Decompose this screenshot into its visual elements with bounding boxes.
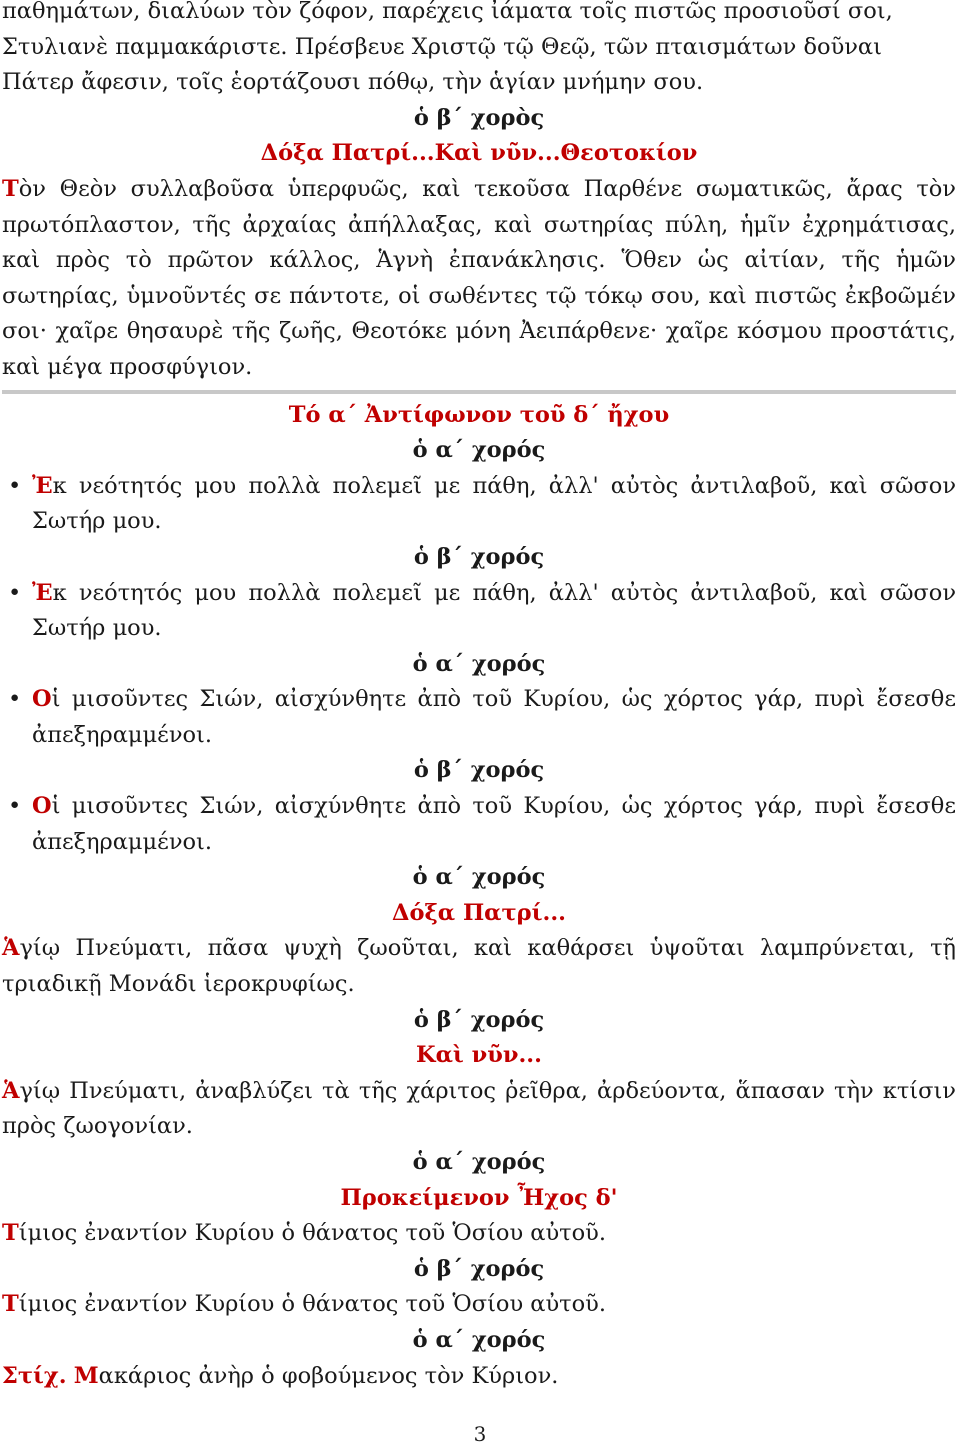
verse-text: ἱ μισοῦντες Σιών, αἰσχύνθητε ἀπὸ τοῦ Κυρίου, ὡς χόρτος γάρ, πυρὶ ἔσεσθε ἀπεξηραμμένοι. [32, 686, 956, 748]
choir-heading: ὁ β΄ χορός [413, 543, 545, 570]
theotokion-text: ὸν Θεὸν συλλαβοῦσα ὑπερφυῶς, καὶ τεκοῦσα Παρθένε σωματικῶς, ἄρας τὸν πρωτόπλαστον, τῆς ἀρχαίας ἀπήλλαξας, καὶ σωτηρίας πύλη, ἡμῖν ἐχρημάτισας, καὶ πρὸς τὸ πρῶτον κάλλος, Ἁγνὴ ἐπανάκλησις. Ὅθεν ὡς αἰτίαν, τῆς ἡμῶν σωτηρίας, ὑμνοῦντές σε πάντοτε, οἱ σωθέντες τῷ τόκῳ σου, καὶ πιστῶς ἐκβοῶμέν σοι· χαῖρε θησαυρὲ τῆς ζωῆς, Θεοτόκε μόνη Ἀειπάρθενε· χαῖρε κόσμου προστάτις, καὶ μέγα προσφύγιον. [2, 175, 956, 380]
drop-initial: Ο [32, 793, 52, 820]
drop-initial: Ἁ [2, 935, 20, 962]
verse-text: κ νεότητός μου πολλὰ πολεμεῖ με πάθη, ἀλλ' αὐτὸς ἀντιλαβοῦ, καὶ σῶσον Σωτήρ μου. [32, 579, 956, 642]
verse-text: γίῳ Πνεύματι, πᾶσα ψυχὴ ζωοῦται, καὶ καθάρσει ὑψοῦται λαμπρύνεται, τῇ τριαδικῇ Μονάδι ἱεροκρυφίως. [2, 935, 956, 998]
verse-text: ἱ μισοῦντες Σιών, αἰσχύνθητε ἀπὸ τοῦ Κυρίου, ὡς χόρτος γάρ, πυρὶ ἔσεσθε ἀπεξηραμμένοι. [32, 793, 956, 855]
drop-initial: Ἐ [32, 472, 53, 499]
intro-line-1: παθημάτων, διαλύων τὸν ζόφον, παρέχεις ἰάματα τοῖς πιστῶς προσιοῦσί σοι, [2, 0, 893, 24]
intro-line-3: Πάτερ ἄφεσιν, τοῖς ἑορτάζουσι πόθῳ, τὴν ἁγίαν μνήμην σου. [2, 69, 704, 96]
verse-item [2, 789, 956, 860]
bullet-icon: • [8, 686, 22, 713]
choir-heading: ὁ β΄ χορός [413, 1255, 545, 1282]
drop-initial: Ἐ [32, 579, 53, 606]
antiphon-title: Τό α΄ Ἀντίφωνον τοῦ δ΄ ἤχου [288, 401, 670, 428]
drop-initial: Τ [2, 175, 19, 202]
doxa-verse [2, 931, 956, 1002]
choir-heading: ὁ α΄ χορός [412, 650, 546, 677]
section-divider [2, 390, 956, 394]
verse-text: ίμιος ἐναντίον Κυρίου ὁ θάνατος τοῦ Ὁσίου αὐτοῦ. [18, 1220, 606, 1247]
choir-heading: ὁ α΄ χορός [412, 1326, 546, 1353]
drop-initial: Ο [32, 686, 52, 713]
kai-nyn-verse [2, 1074, 956, 1145]
verse-text: ίμιος ἐναντίον Κυρίου ὁ θάνατος τοῦ Ὁσίου αὐτοῦ. [18, 1291, 606, 1318]
intro-text [2, 0, 956, 101]
bullet-icon: • [8, 793, 22, 820]
choir-heading: ὁ β΄ χορὸς [413, 104, 545, 131]
drop-initial: Τ [2, 1291, 19, 1318]
bullet-icon: • [8, 472, 22, 499]
page-number: 3 [473, 1422, 487, 1446]
doxa-kai-nyn-heading: Δόξα Πατρί...Καὶ νῦν...Θεοτοκίον [260, 140, 698, 167]
drop-initial: Τ [2, 1220, 19, 1247]
theotokion-paragraph [2, 172, 956, 386]
choir-heading: ὁ β΄ χορός [413, 1006, 545, 1033]
doxa-heading: Δόξα Πατρί... [392, 899, 566, 926]
kai-nyn-heading: Καὶ νῦν... [416, 1042, 542, 1069]
choir-heading: ὁ β΄ χορός [413, 757, 545, 784]
verse-text: γίῳ Πνεύματι, ἀναβλύζει τὰ τῆς χάριτος ῥεῖθρα, ἀρδεύοντα, ἅπασαν τὴν κτίσιν πρὸς ζωογονίαν. [2, 1077, 956, 1140]
verse-item [2, 576, 956, 647]
choir-heading: ὁ α΄ χορός [412, 1149, 546, 1175]
prokeimenon-verse [2, 1216, 956, 1252]
bullet-icon: • [8, 579, 22, 606]
verse-text: κ νεότητός μου πολλὰ πολεμεῖ με πάθη, ἀλλ' αὐτὸς ἀντιλαβοῦ, καὶ σῶσον Σωτήρ μου. [32, 472, 956, 535]
verse-item [2, 682, 956, 753]
verse-item [2, 469, 956, 540]
verse-text: ακάριος ἀνὴρ ὁ φοβούμενος τὸν Κύριον. [98, 1362, 559, 1389]
choir-heading: ὁ α΄ χορός [412, 864, 546, 891]
drop-initial: Μ [73, 1362, 99, 1389]
intro-line-2: Στυλιανὲ παμμακάριστε. Πρέσβευε Χριστῷ τῷ Θεῷ, τῶν πταισμάτων δοῦναι [2, 33, 882, 60]
drop-initial: Ἁ [2, 1077, 20, 1104]
prokeimenon-title: Προκείμενον Ἦχος δ' [340, 1184, 618, 1211]
stich-label: Στίχ. [2, 1362, 67, 1389]
prokeimenon-verse [2, 1287, 956, 1323]
stich-verse [2, 1359, 956, 1395]
choir-heading: ὁ α΄ χορός [412, 437, 546, 464]
